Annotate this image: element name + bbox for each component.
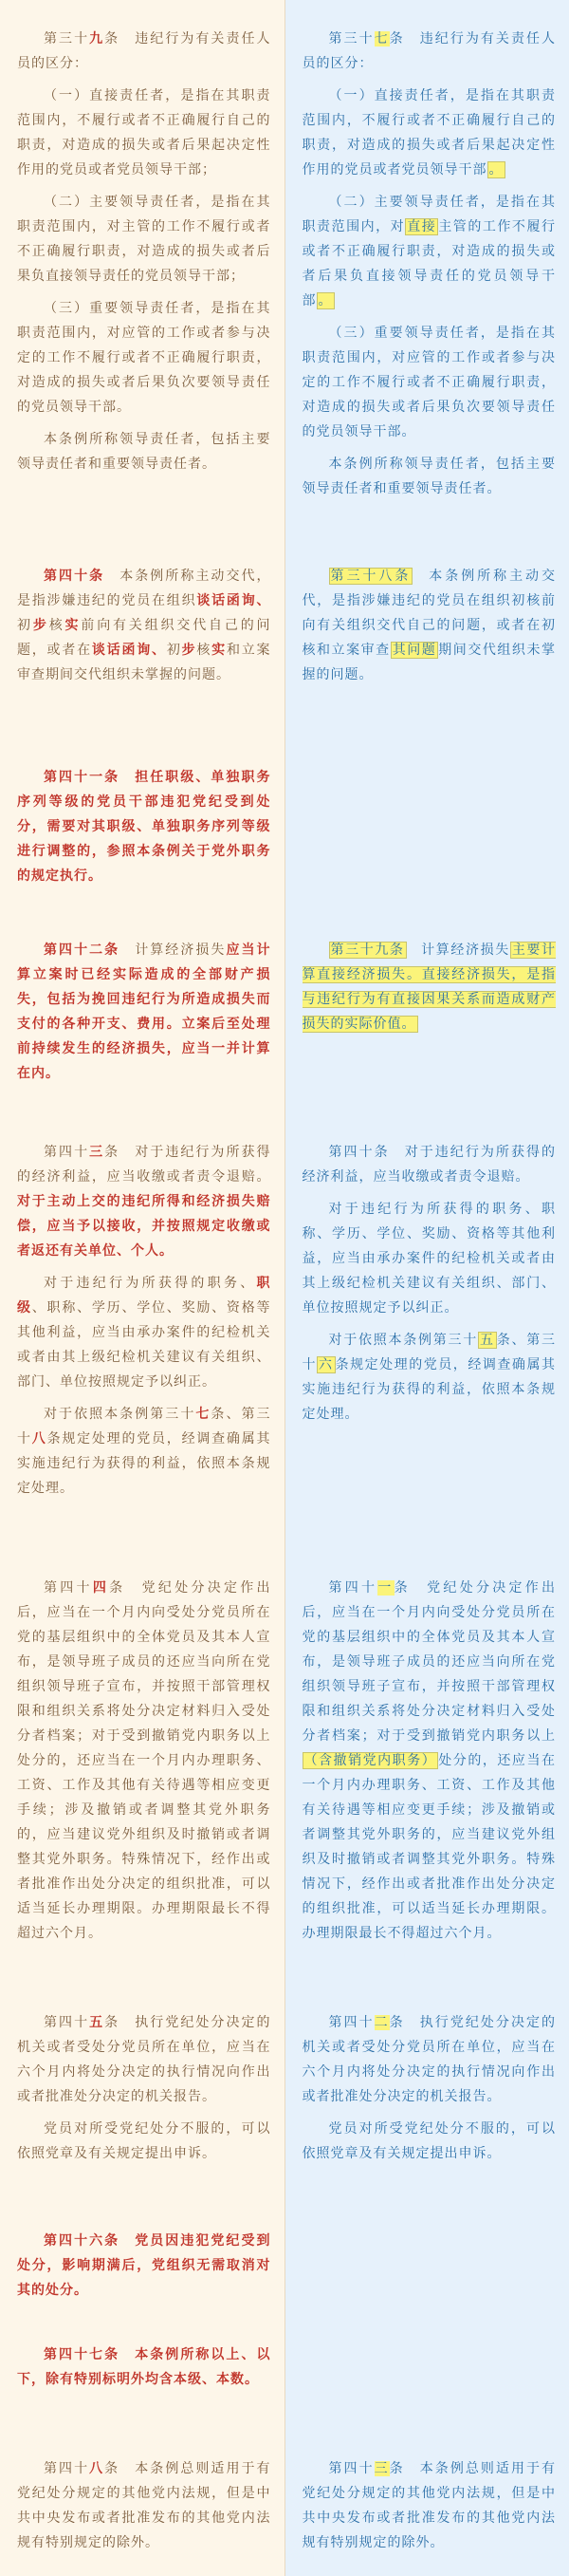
left-article-47 — [17, 2343, 271, 2399]
left-column-new-version — [0, 0, 284, 2576]
article-heading: 第三十七条 违纪行为有关责任人员的区分： — [302, 31, 557, 71]
paragraph: （三）重要领导责任者，是指在其职责范围内，对应管的工作或者参与决定的工作不履行或者不正确履行职责，对造成的损失或者后果负次要领导责任的党员领导干部。 — [302, 326, 556, 439]
paragraph: 党员对所受党纪处分不服的，可以依照党章及有关规定提出申诉。 — [302, 2121, 556, 2161]
left-article-42 — [17, 938, 271, 1093]
left-article-39 — [17, 27, 271, 484]
right-article-42 — [303, 2010, 557, 2174]
left-article-44 — [17, 1576, 271, 1953]
paragraph: 第四十一条 党纪处分决定作出后，应当在一个月内向受处分党员所在党的基层组织中的全体党员及其本人宣布，是领导班子成员的还应当向所在党组织领导班子宣布，并按照干部管理权限和组织关系将处分决定材料归入受处分者档案；对于受到撤销党内职务以上（含撤销党内职务） 处分的，还应当在一个月内办理职务、工资、工作及其他有关待遇等相应变更手续；涉及撤销或者调整其党外职务的，应当建议党外组织及时撤销或者调整其党外职务。特殊情况下，经作出或者批准作出处分决定的组织批准，可以适当延长办理期限。办理期限最长不得超过六个月。 — [302, 1580, 557, 1941]
paragraph: 第四十八条 本条例总则适用于有党纪处分规定的其他党内法规，但是中共中央发布或者批准发布的其他党内法规有特别规定的除外。 — [17, 2461, 271, 2550]
paragraph: （三）重要领导责任者，是指在其职责范围内，对应管的工作或者参与决定的工作不履行或者不正确履行职责，对造成的损失或者后果负次要领导责任的党员领导干部。 — [17, 301, 271, 415]
paragraph: （一）直接责任者，是指在其职责范围内，不履行或者不正确履行自己的职责，对造成的损失或者后果起决定性作用的党员或者党员领导干部； — [17, 88, 271, 177]
paragraph: 第四十条 对于违纪行为所获得的经济利益，应当收缴或者责令退赔。 — [302, 1145, 557, 1185]
paragraph: 第三十九条 计算经济损失 主要计算直接经济损失。直接经济损失，是指与违纪行为有直接因果关系而造成财产损失的实际价值。 — [302, 943, 557, 1032]
paragraph: （二）主要领导责任者，是指在其职责范围内，对主管的工作不履行或者不正确履行职责，对造成的损失或者后果负直接领导责任的党员领导干部； — [17, 195, 271, 284]
paragraph: 第四十五条 执行党纪处分决定的机关或者受处分党员所在单位，应当在六个月内将处分决定的执行情况向作出或者批准处分决定的机关报告。 — [17, 2015, 271, 2104]
left-article-41 — [17, 765, 271, 896]
paragraph: 第三十八条 本条例所称主动交代，是指涉嫌违纪的党员在组织初核前向有关组织交代自己的问题，或者在初核和立案审查 其问题 期间交代组织未掌握的问题。 — [302, 569, 557, 682]
paragraph: 对于违纪行为所获得的职务、职称、学历、学位、奖励、资格等其他利益，应当由承办案件的纪检机关或者由其上级纪检机关建议有关组织、部门、单位按照规定予以纠正。 — [302, 1202, 556, 1316]
paragraph: 第四十三条 本条例总则适用于有党纪处分规定的其他党内法规，但是中共中央发布或者批准发布的其他党内法规有特别规定的除外。 — [302, 2461, 557, 2550]
paragraph: 对于依照本条例第三十 五 条、第三十 六 条规定处理的党员，经调查确属其实施违纪行为获得的利益，依照本条规定处理。 — [302, 1333, 556, 1422]
right-article-41 — [303, 1576, 557, 1953]
paragraph: 第四十二条 计算经济损失应当计算立案时已经实际造成的全部财产损失，包括为挽回违纪行为所造成损失而支付的各种开支、费用。立案后至处理前持续发生的经济损失，应当一并计算在内。 — [17, 943, 271, 1081]
paragraph: 第四十四条 党纪处分决定作出后，应当在一个月内向受处分党员所在党的基层组织中的全体党员及其本人宣布，是领导班子成员的还应当向所在党组织领导班子宣布，并按照干部管理权限和组织关系将处分决定材料归入受处分者档案；对于受到撤销党内职务以上处分的，还应当在一个月内办理职务、工资、工作及其他有关待遇等相应变更手续；涉及撤销或者调整其党外职务的，应当建议党外组织及时撤销或者调整其党外职务。特殊情况下，经作出或者批准作出处分决定的组织批准，可以适当延长办理期限。办理期限最长不得超过六个月。 — [17, 1580, 271, 1941]
paragraph: 第四十一条 担任职级、单独职务序列等级的党员干部违犯党纪受到处分，需要对其职级、单独职务序列等级进行调整的，参照本条例关于党外职务的规定执行。 — [17, 770, 271, 884]
left-article-40 — [17, 564, 271, 695]
paragraph: 本条例所称领导责任者，包括主要领导责任者和重要领导责任者。 — [302, 457, 556, 496]
left-article-46 — [17, 2229, 271, 2310]
paragraph: （二）主要领导责任者，是指在其职责范围内，对 直接 主管的工作不履行或者不正确履行职责，对造成的损失或者后果负直接领导责任的党员领导干部 。 — [302, 195, 556, 308]
left-article-48 — [17, 2456, 271, 2563]
paragraph: 第四十六条 党员因违犯党纪受到处分，影响期满后，党组织无需取消对其的处分。 — [17, 2233, 271, 2298]
paragraph: 党员对所受党纪处分不服的，可以依照党章及有关规定提出申诉。 — [17, 2121, 271, 2161]
paragraph: 第四十三条 对于违纪行为所获得的经济利益，应当收缴或者责令退赔。对于主动上交的违纪所得和经济损失赔偿，应当予以接收，并按照规定收缴或者返还有关单位、个人。 — [17, 1145, 271, 1259]
left-article-43 — [17, 1140, 271, 1508]
right-article-38 — [303, 564, 557, 695]
paragraph: （一）直接责任者，是指在其职责范围内，不履行或者不正确履行自己的职责，对造成的损失或者后果起决定性作用的党员或者党员领导干部 。 — [302, 88, 556, 177]
paragraph: 本条例所称领导责任者，包括主要领导责任者和重要领导责任者。 — [17, 432, 271, 472]
right-article-40 — [303, 1140, 557, 1434]
right-article-39 — [303, 938, 557, 1044]
paragraph: 对于依照本条例第三十七条、第三十八条规定处理的党员，经调查确属其实施违纪行为获得的利益，依照本条规定处理。 — [17, 1407, 271, 1496]
right-article-43 — [303, 2456, 557, 2563]
paragraph: 对于违纪行为所获得的职务、职级、职称、学历、学位、奖励、资格等其他利益，应当由承办案件的纪检机关或者由其上级纪检机关建议有关组织、部门、单位按照规定予以纠正。 — [17, 1276, 271, 1390]
right-article-37 — [303, 27, 557, 509]
left-article-45 — [17, 2010, 271, 2174]
paragraph: 第四十条 本条例所称主动交代，是指涉嫌违纪的党员在组织谈话函询、初步核实前向有关组织交代自己的问题，或者在谈话函询、初步核实和立案审查期间交代组织未掌握的问题。 — [17, 569, 271, 682]
right-column-old-version — [285, 0, 569, 2576]
article-heading: 第三十九条 违纪行为有关责任人员的区分： — [17, 31, 271, 71]
paragraph: 第四十七条 本条例所称以上、以下，除有特别标明外均含本级、本数。 — [17, 2347, 271, 2387]
paragraph: 第四十二条 执行党纪处分决定的机关或者受处分党员所在单位，应当在六个月内将处分决定的执行情况向作出或者批准处分决定的机关报告。 — [302, 2015, 557, 2104]
